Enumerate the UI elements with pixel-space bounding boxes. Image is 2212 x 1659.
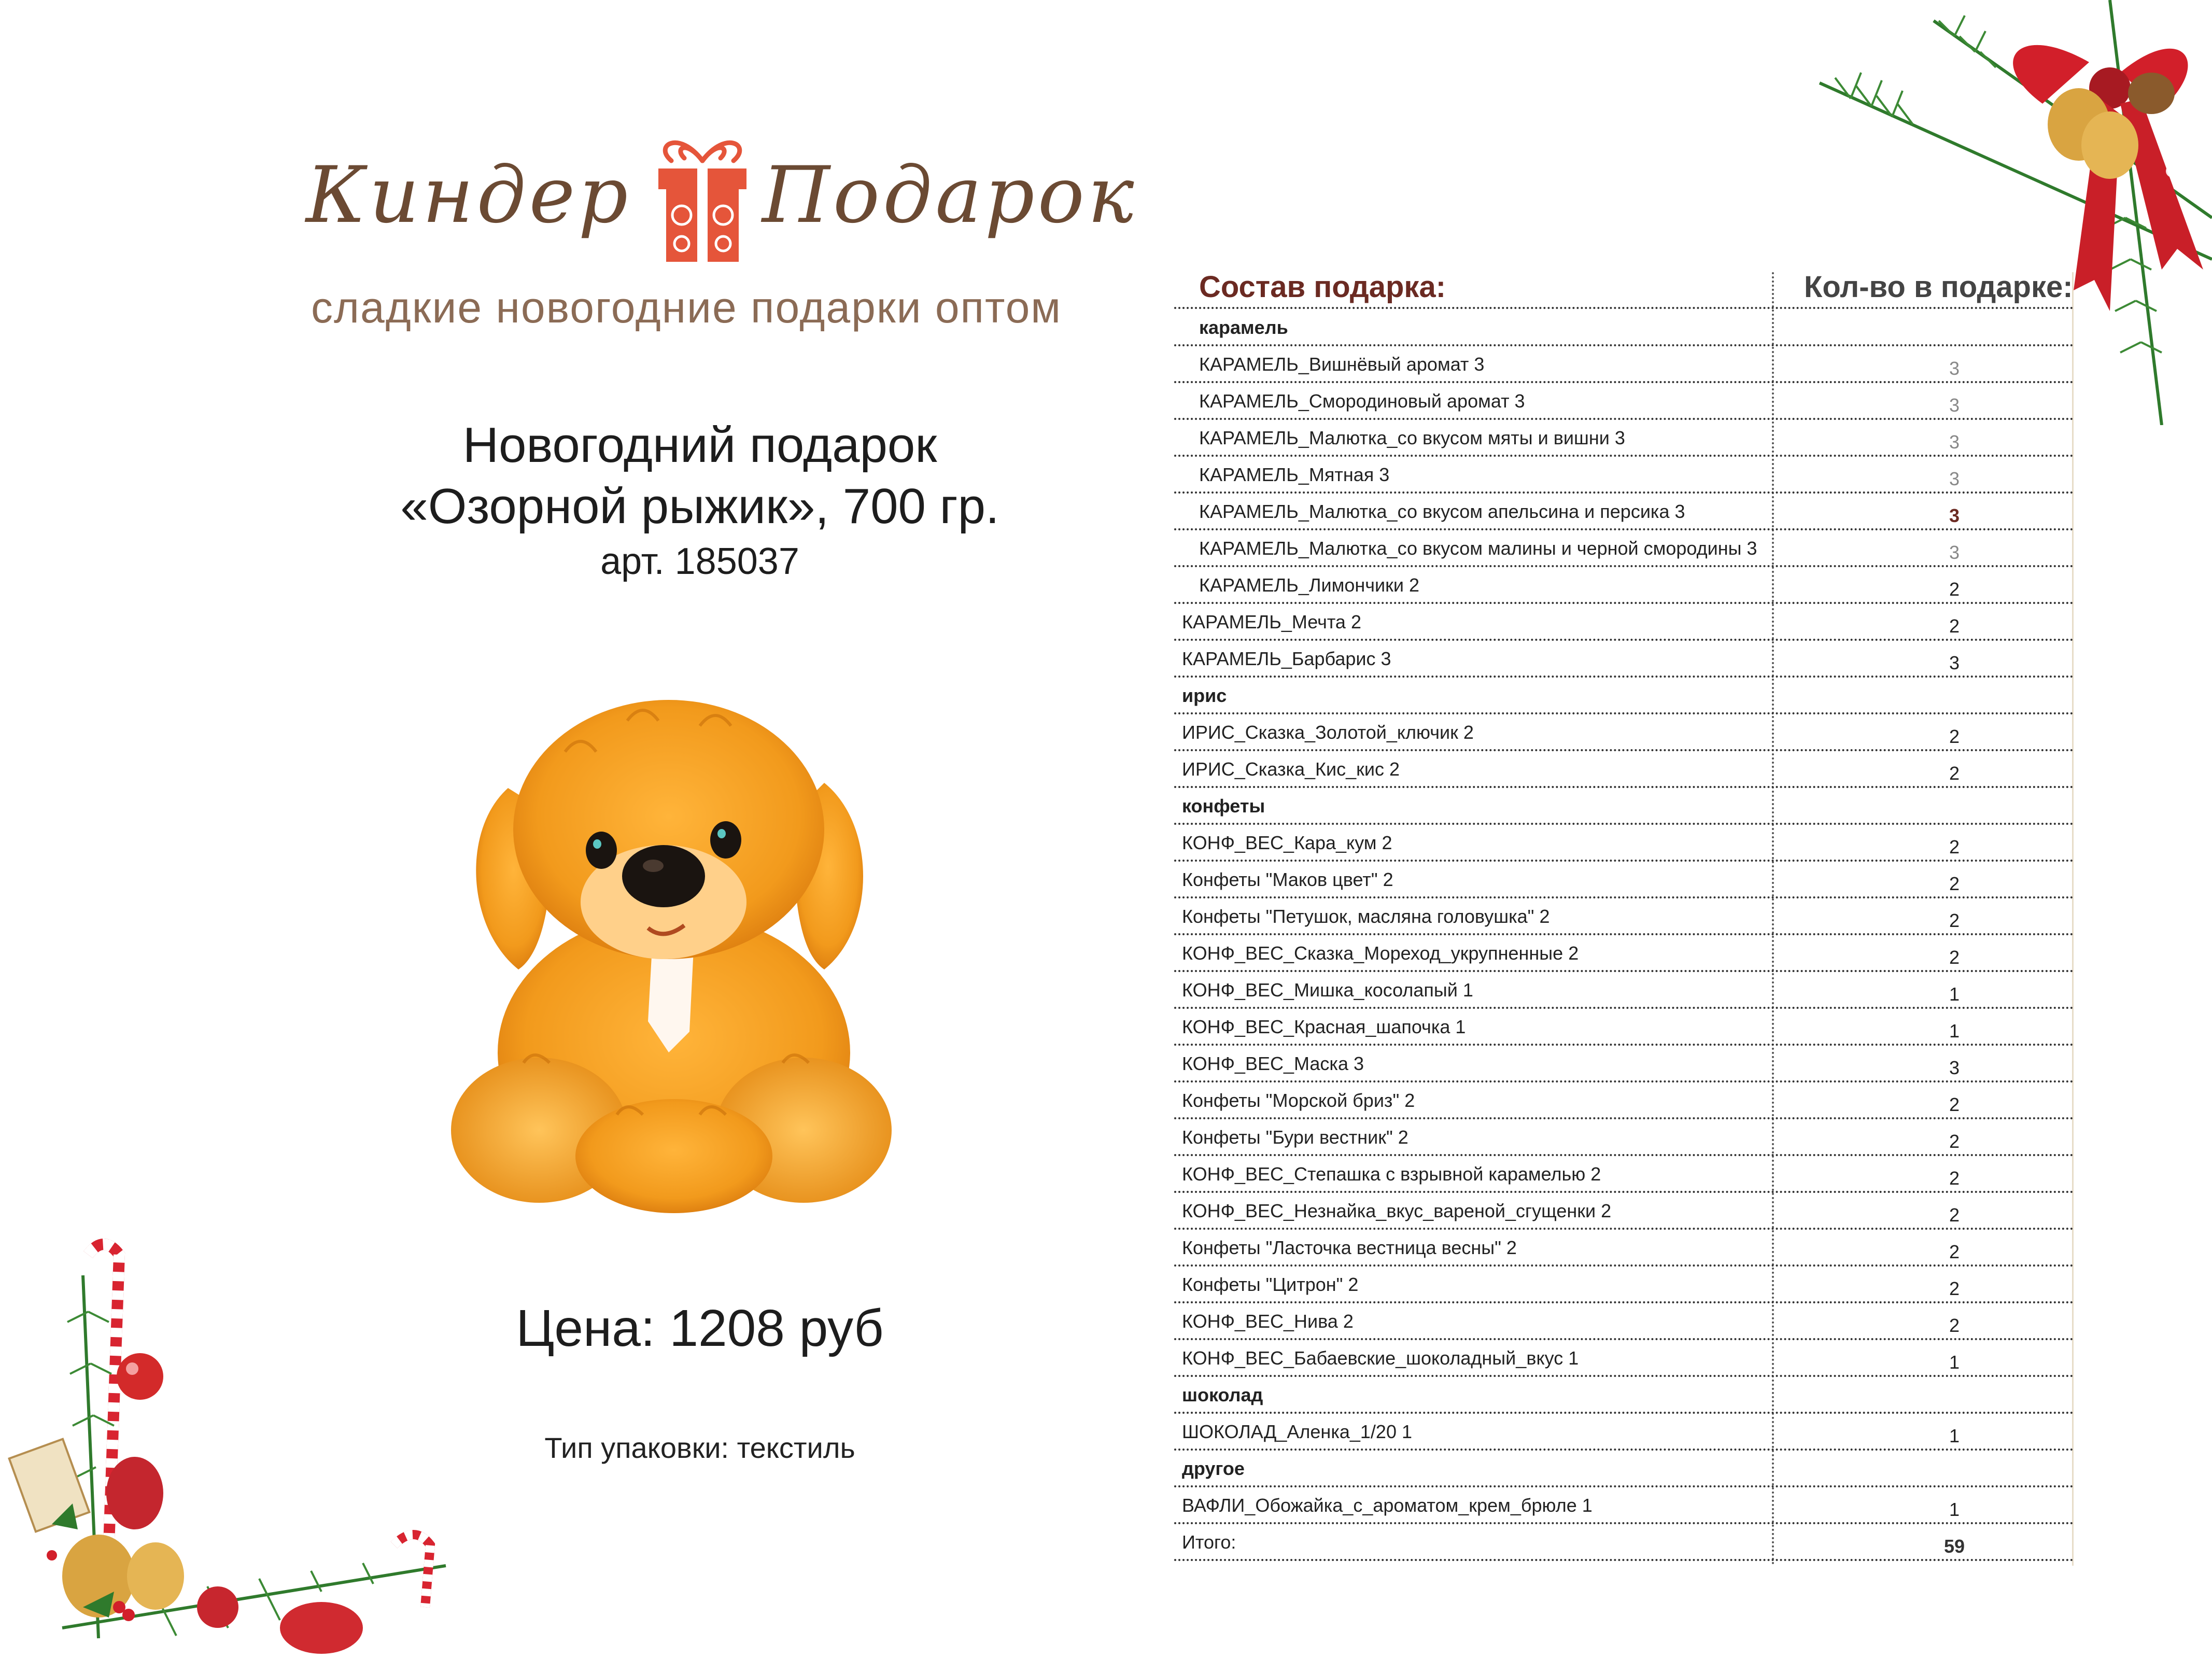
logo-word-left: Киндер: [306, 150, 631, 241]
item-name: КОНФ_ВЕС_Незнайка_вкус_вареной_сгущенки 2: [1182, 1200, 1612, 1221]
product-image: [430, 658, 928, 1218]
item-name: Конфеты "Маков цвет" 2: [1182, 869, 1393, 890]
table-row: [1174, 825, 2074, 862]
table-row: [1174, 898, 2074, 935]
item-quantity: 2: [1949, 1094, 1960, 1115]
table-body: [1174, 310, 2074, 1561]
table-row: [1174, 604, 2074, 641]
item-quantity: 3: [1949, 468, 1960, 489]
table-row: [1174, 862, 2074, 898]
packaging-type: Тип упаковки: текстиль: [544, 1431, 855, 1464]
item-quantity: 1: [1949, 1352, 1960, 1373]
table-header-quantity: Кол-во в подарке:: [1804, 270, 2073, 304]
product-title-line1: Новогодний подарок: [462, 417, 937, 473]
table-row: [1174, 1487, 2074, 1524]
section-label: другое: [1182, 1458, 1245, 1479]
item-quantity: 2: [1949, 873, 1960, 894]
item-name: КАРАМЕЛЬ_Барбарис 3: [1182, 648, 1391, 669]
item-quantity: 3: [1949, 395, 1960, 416]
item-name: Конфеты "Ласточка вестница весны" 2: [1182, 1237, 1517, 1258]
item-quantity: 2: [1949, 1168, 1960, 1189]
table-row: [1174, 641, 2074, 678]
item-quantity: 3: [1949, 542, 1960, 563]
product-title-line2: «Озорной рыжик», 700 гр.: [400, 479, 999, 534]
item-name: КОНФ_ВЕС_Нива 2: [1182, 1311, 1354, 1332]
item-name: КАРАМЕЛЬ_Малютка_со вкусом мяты и вишни 3: [1199, 427, 1625, 448]
table-row: [1174, 751, 2074, 788]
item-quantity: 2: [1949, 615, 1960, 637]
item-quantity: 2: [1949, 1278, 1960, 1299]
item-name: КАРАМЕЛЬ_Лимончики 2: [1199, 574, 1420, 596]
item-name: Конфеты "Бури вестник" 2: [1182, 1127, 1408, 1148]
table-row: [1174, 494, 2074, 530]
item-name: ИРИС_Сказка_Золотой_ключик 2: [1182, 722, 1474, 743]
item-name: КОНФ_ВЕС_Кара_кум 2: [1182, 832, 1392, 853]
item-name: Конфеты "Петушок, масляна головушка" 2: [1182, 906, 1550, 927]
item-quantity: 2: [1949, 1204, 1960, 1226]
item-quantity: 2: [1949, 836, 1960, 857]
item-quantity: 2: [1949, 1131, 1960, 1152]
item-name: КОНФ_ВЕС_Бабаевские_шоколадный_вкус 1: [1182, 1347, 1579, 1369]
table-row: [1174, 1009, 2074, 1046]
logo-word-right: Подарок: [762, 150, 1137, 241]
product-price: Цена: 1208 руб: [516, 1299, 884, 1357]
table-row: [1174, 1340, 2074, 1377]
table-row: [1174, 714, 2074, 751]
brand-logo: [306, 119, 1137, 342]
total-quantity: 59: [1943, 1536, 1965, 1557]
item-quantity: 3: [1949, 358, 1960, 379]
item-name: ИРИС_Сказка_Кис_кис 2: [1182, 758, 1400, 780]
table-row: [1174, 530, 2074, 567]
item-quantity: 2: [1949, 910, 1960, 931]
item-name: КАРАМЕЛЬ_Смородиновый аромат 3: [1199, 390, 1525, 412]
section-label: конфеты: [1182, 795, 1265, 817]
table-row: [1174, 567, 2074, 604]
table-section-row: [1174, 1377, 2074, 1414]
item-quantity: 2: [1949, 1315, 1960, 1336]
item-name: ВАФЛИ_Обожайка_с_ароматом_крем_брюле 1: [1182, 1495, 1593, 1516]
table-row: [1174, 935, 2074, 972]
table-row: [1174, 972, 2074, 1009]
table-row: [1174, 420, 2074, 457]
item-quantity: 3: [1949, 431, 1960, 453]
table-row: [1174, 1230, 2074, 1267]
christmas-decoration-bottom-left: [0, 1234, 451, 1659]
item-name: КОНФ_ВЕС_Маска 3: [1182, 1053, 1364, 1074]
table-row: [1174, 1303, 2074, 1340]
product-title-block: [311, 415, 1089, 583]
table-row: [1174, 1193, 2074, 1230]
table-section-row: [1174, 678, 2074, 714]
product-article: арт. 185037: [600, 541, 799, 582]
item-quantity: 2: [1949, 947, 1960, 968]
item-name: КАРАМЕЛЬ_Мечта 2: [1182, 611, 1361, 632]
item-quantity: 2: [1949, 726, 1960, 747]
gift-icon: [643, 119, 762, 264]
item-quantity: 3: [1949, 1057, 1960, 1078]
section-label: карамель: [1199, 317, 1288, 338]
item-name: КОНФ_ВЕС_Мишка_косолапый 1: [1182, 979, 1473, 1001]
table-row: [1174, 1267, 2074, 1303]
table-row: [1174, 457, 2074, 494]
item-quantity: 1: [1949, 1499, 1960, 1520]
table-total-row: [1174, 1524, 2074, 1561]
item-name: КОНФ_ВЕС_Степашка с взрывной карамелью 2: [1182, 1163, 1601, 1185]
table-row: [1174, 1046, 2074, 1082]
item-name: КАРАМЕЛЬ_Мятная 3: [1199, 464, 1390, 485]
item-quantity: 2: [1949, 1241, 1960, 1262]
item-quantity: 1: [1949, 1020, 1960, 1042]
item-name: Конфеты "Цитрон" 2: [1182, 1274, 1359, 1295]
item-quantity: 2: [1949, 763, 1960, 784]
item-name: Конфеты "Морской бриз" 2: [1182, 1090, 1415, 1111]
item-name: КАРАМЕЛЬ_Малютка_со вкусом апельсина и персика 3: [1199, 501, 1685, 522]
total-label: Итого:: [1182, 1531, 1236, 1553]
item-name: КОНФ_ВЕС_Красная_шапочка 1: [1182, 1016, 1466, 1037]
item-name: КОНФ_ВЕС_Сказка_Мореход_укрупненные 2: [1182, 943, 1579, 964]
item-quantity: 3: [1949, 505, 1960, 526]
item-name: КАРАМЕЛЬ_Малютка_со вкусом малины и черной смородины 3: [1199, 538, 1757, 559]
table-row: [1174, 1414, 2074, 1451]
item-quantity: 1: [1949, 983, 1960, 1005]
item-quantity: 1: [1949, 1425, 1960, 1446]
item-quantity: 3: [1949, 652, 1960, 673]
table-row: [1174, 1082, 2074, 1119]
christmas-decoration-top-right: [1799, 0, 2212, 425]
item-quantity: 2: [1949, 579, 1960, 600]
item-name: ШОКОЛАД_Аленка_1/20 1: [1182, 1421, 1412, 1442]
table-header-composition: Состав подарка:: [1199, 270, 1446, 304]
item-name: КАРАМЕЛЬ_Вишнёвый аромат 3: [1199, 354, 1485, 375]
table-section-row: [1174, 788, 2074, 825]
section-label: шоколад: [1182, 1384, 1263, 1405]
section-label: ирис: [1182, 685, 1227, 706]
table-row: [1174, 1119, 2074, 1156]
logo-tagline: сладкие новогодние подарки оптом: [311, 283, 1062, 332]
table-section-row: [1174, 1451, 2074, 1487]
table-row: [1174, 1156, 2074, 1193]
